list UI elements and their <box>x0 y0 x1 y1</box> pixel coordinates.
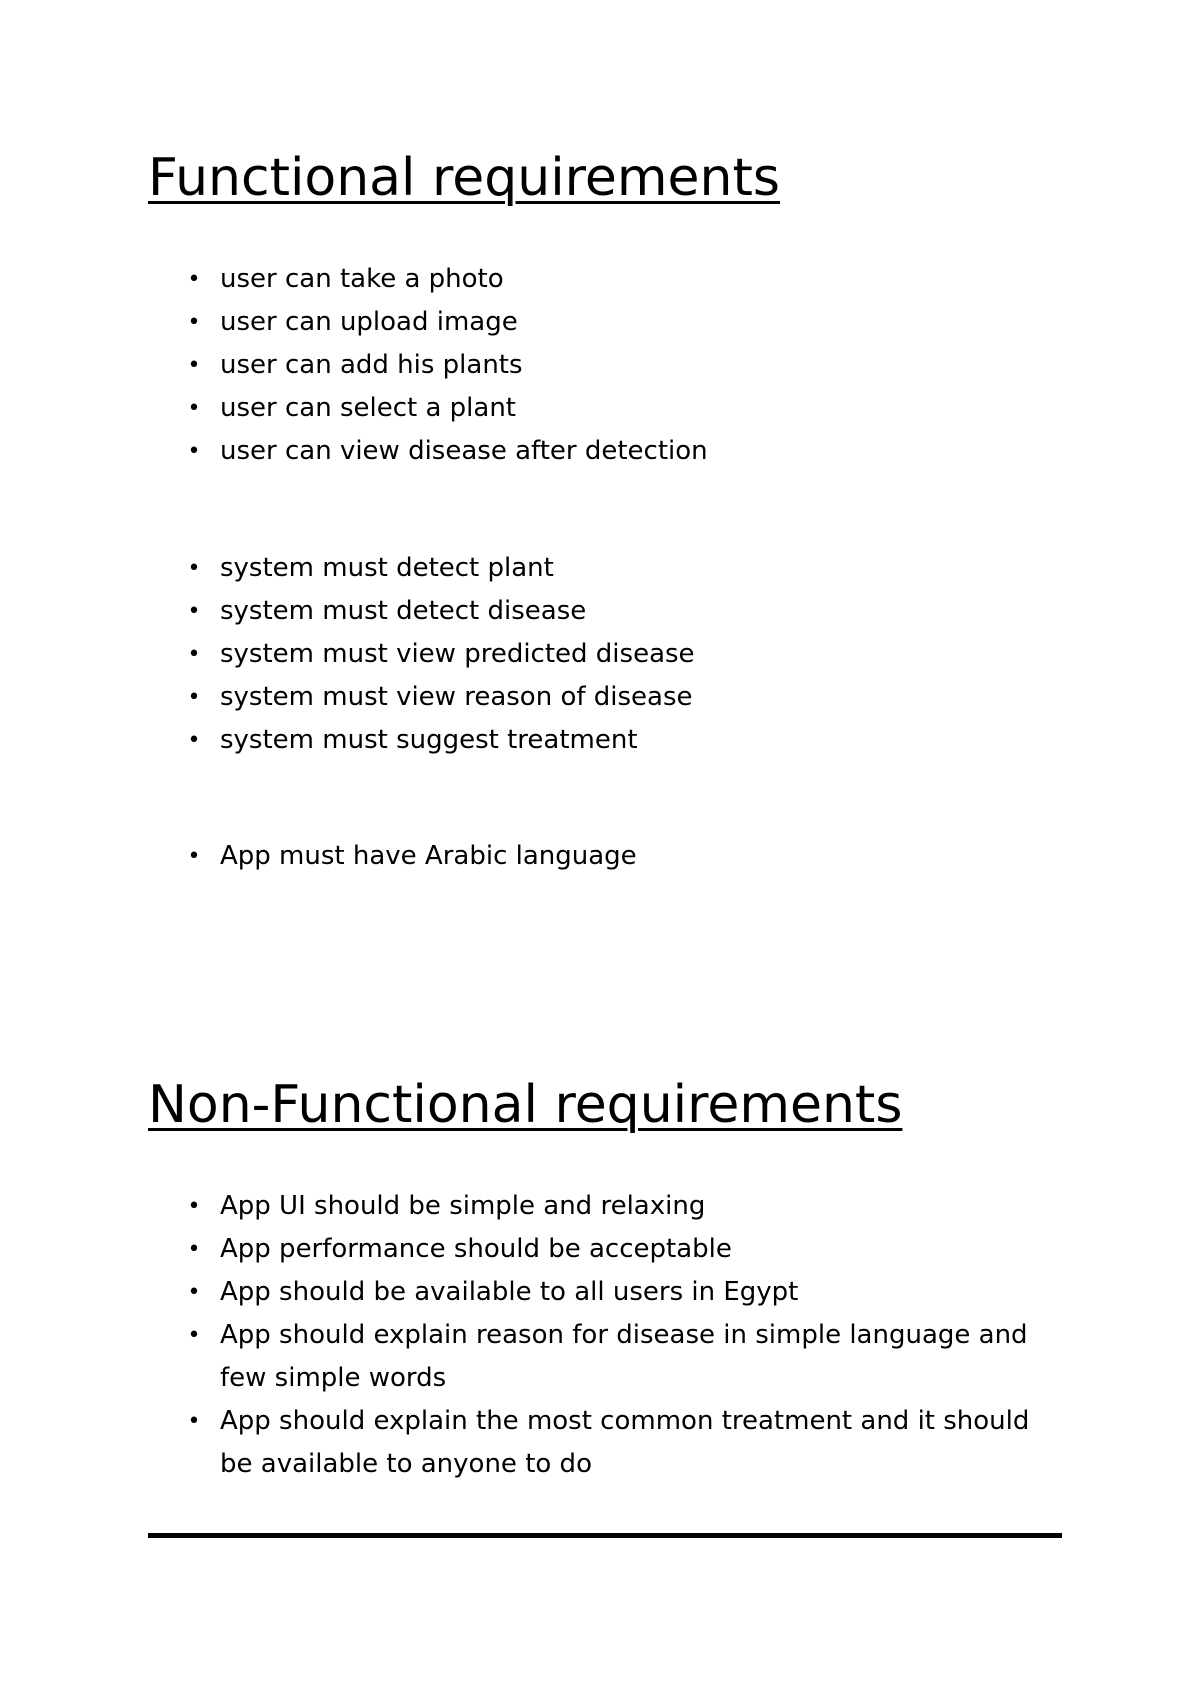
list-item-text: system must view reason of disease <box>220 682 693 712</box>
list-item <box>0 1228 1050 1271</box>
horizontal-rule <box>148 1533 1062 1538</box>
bullet-icon: • <box>187 1237 201 1262</box>
user-requirements-list <box>0 258 1200 473</box>
list-item <box>0 676 1050 719</box>
bullet-icon: • <box>187 642 201 667</box>
list-item <box>0 344 1050 387</box>
bullet-icon: • <box>187 844 201 869</box>
list-item <box>0 258 1050 301</box>
list-item <box>0 1400 1050 1486</box>
list-item-text: App UI should be simple and relaxing <box>220 1191 706 1221</box>
list-item <box>0 590 1050 633</box>
list-item <box>0 633 1050 676</box>
list-item-text: system must view predicted disease <box>220 639 695 669</box>
list-item <box>0 1271 1050 1314</box>
list-item <box>0 1314 1050 1400</box>
list-item-text: App must have Arabic language <box>220 841 637 871</box>
list-item <box>0 1185 1050 1228</box>
bullet-icon: • <box>187 1323 201 1348</box>
list-item-text: user can upload image <box>220 307 518 337</box>
list-item <box>0 387 1050 430</box>
bullet-icon: • <box>187 439 201 464</box>
bullet-icon: • <box>187 556 201 581</box>
list-item-text: system must detect disease <box>220 596 587 626</box>
list-item-text: App performance should be acceptable <box>220 1234 732 1264</box>
nonfunctional-requirements-list <box>0 1185 1200 1486</box>
bullet-icon: • <box>187 1409 201 1434</box>
bullet-icon: • <box>187 267 201 292</box>
bullet-icon: • <box>187 353 201 378</box>
bullet-icon: • <box>187 685 201 710</box>
nonfunctional-requirements-heading: Non-Functional requirements <box>148 1075 903 1135</box>
bullet-icon: • <box>187 1280 201 1305</box>
bullet-icon: • <box>187 599 201 624</box>
list-item <box>0 547 1050 590</box>
list-item-text: user can view disease after detection <box>220 436 708 466</box>
list-item-text: user can take a photo <box>220 264 504 294</box>
list-item <box>0 430 1050 473</box>
list-item-text: App should explain reason for disease in simple language and few simple words <box>220 1320 1028 1393</box>
bullet-icon: • <box>187 310 201 335</box>
list-item <box>0 719 1050 762</box>
app-requirements-list <box>0 835 1200 878</box>
list-item-text: App should be available to all users in Egypt <box>220 1277 799 1307</box>
list-item-text: user can select a plant <box>220 393 516 423</box>
bullet-icon: • <box>187 1194 201 1219</box>
system-requirements-list <box>0 547 1200 762</box>
list-item-text: user can add his plants <box>220 350 523 380</box>
functional-requirements-heading: Functional requirements <box>148 148 780 208</box>
list-item <box>0 301 1050 344</box>
list-item-text: App should explain the most common treatment and it should be available to anyone to do <box>220 1406 1030 1479</box>
bullet-icon: • <box>187 396 201 421</box>
bullet-icon: • <box>187 728 201 753</box>
list-item-text: system must suggest treatment <box>220 725 638 755</box>
list-item-text: system must detect plant <box>220 553 554 583</box>
list-item <box>0 835 1050 878</box>
